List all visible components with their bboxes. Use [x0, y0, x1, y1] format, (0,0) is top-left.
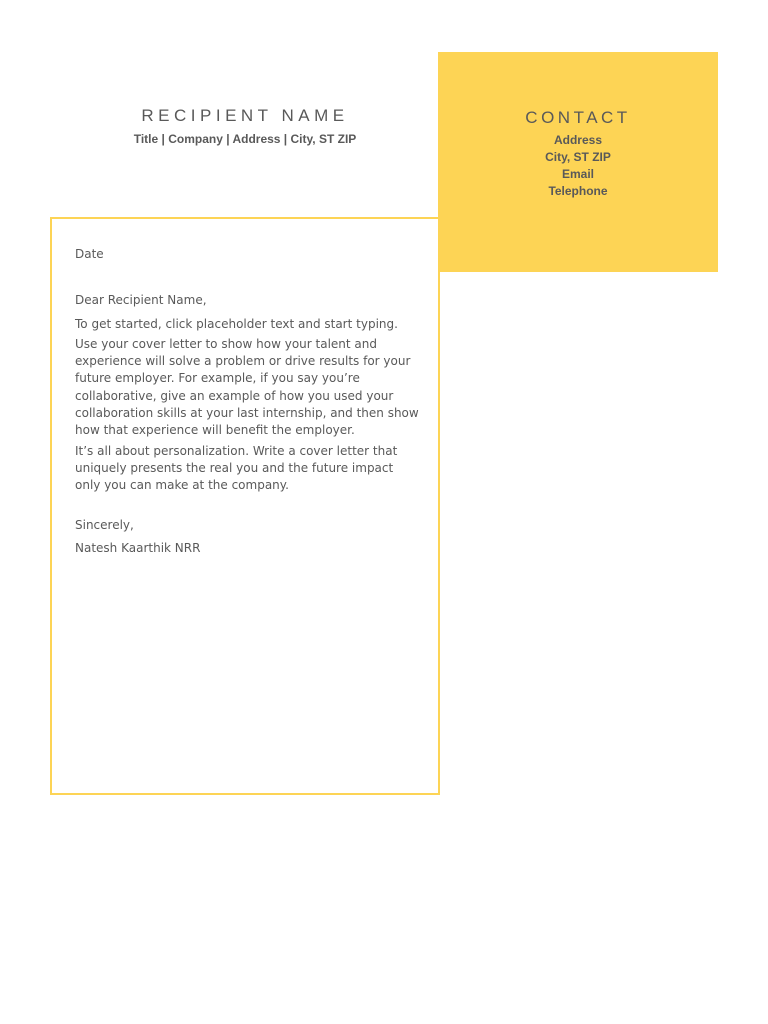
letter-paragraph-1[interactable]: To get started, click placeholder text and start typing.	[75, 316, 398, 331]
recipient-block	[50, 106, 440, 147]
recipient-name[interactable]: RECIPIENT NAME	[141, 106, 349, 125]
contact-title[interactable]: CONTACT	[525, 108, 631, 127]
contact-email[interactable]: Email	[561, 167, 594, 181]
contact-telephone[interactable]: Telephone	[548, 184, 608, 198]
recipient-details[interactable]: Title | Company | Address | City, ST ZIP	[133, 132, 357, 146]
letter-date[interactable]: Date	[75, 247, 104, 261]
contact-panel	[438, 52, 718, 272]
letter-paragraph-2[interactable]: Use your cover letter to show how your talent and experience will solve a problem or drive results for your future employer. For example, if you say you’re collaborative, give an example of how you used your collaboration skills at your last internship, and then show how that experience will benefit the employer.	[75, 336, 419, 438]
letter-paragraph-3[interactable]: It’s all about personalization. Write a cover letter that uniquely presents the real you and the future impact only you can make at the company.	[75, 443, 398, 493]
letter-salutation[interactable]: Dear Recipient Name,	[75, 293, 207, 308]
letter-closing[interactable]: Sincerely,	[75, 517, 134, 532]
contact-city-state-zip[interactable]: City, ST ZIP	[545, 150, 611, 164]
contact-lines	[438, 132, 718, 200]
letter-body	[75, 246, 420, 557]
letter-body-frame	[50, 217, 440, 795]
letter-signature[interactable]: Natesh Kaarthik NRR	[75, 540, 201, 555]
contact-address[interactable]: Address	[553, 133, 603, 147]
